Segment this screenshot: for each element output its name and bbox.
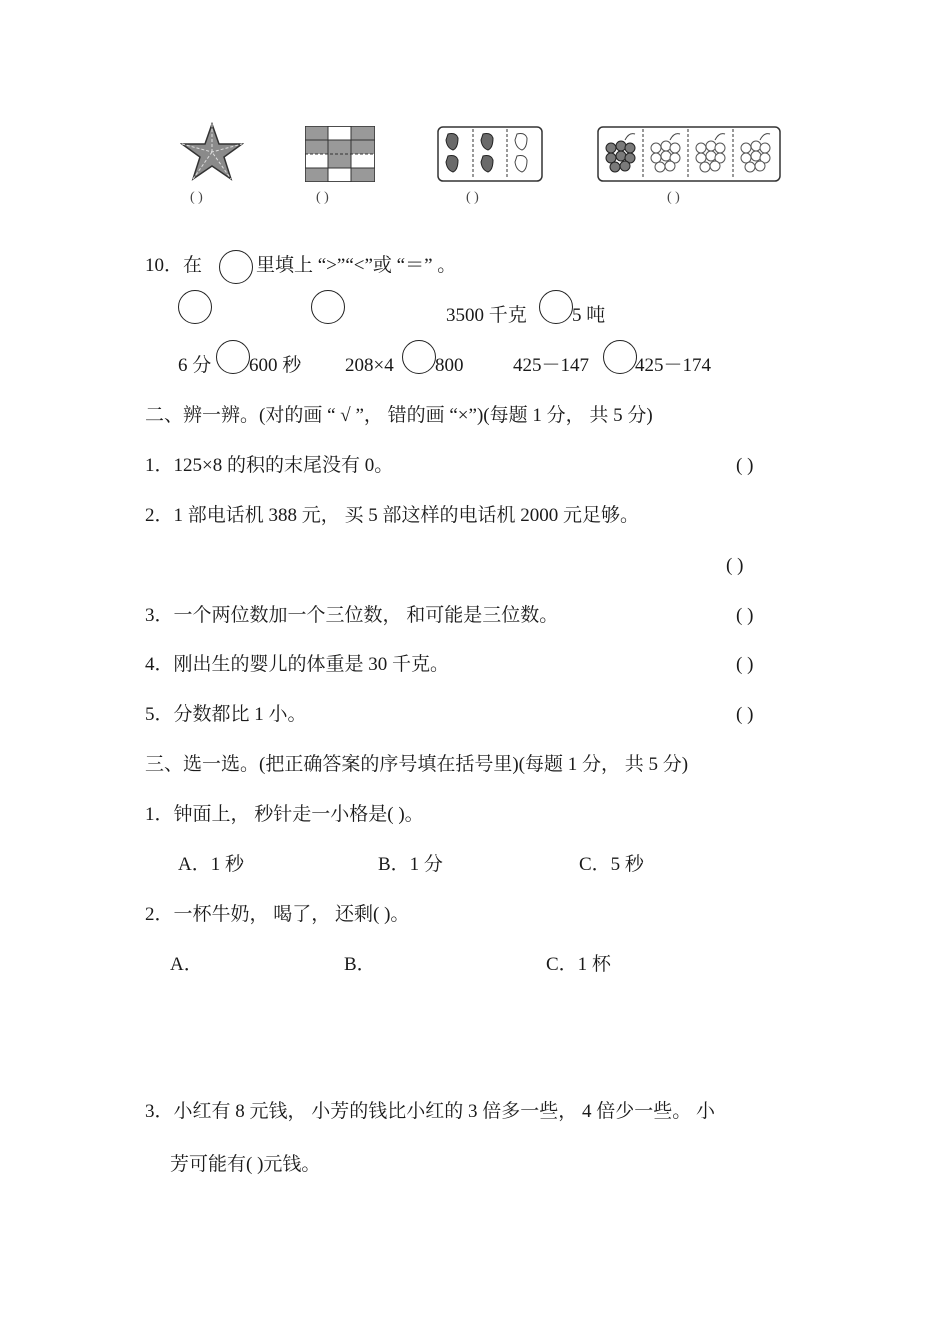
choice-question: 2．一杯牛奶， 喝了， 还剩( )。 — [145, 904, 410, 925]
judge-item: 2．1 部电话机 388 元， 买 5 部这样的电话机 2000 元足够。 — [145, 505, 640, 526]
judge-answer-paren[interactable]: ( ) — [726, 555, 744, 576]
q10-row2b-left: 208×4 — [345, 355, 394, 376]
q10-row2a-left: 6 分 — [178, 355, 212, 376]
q10-row2c-left: 425－147 — [513, 355, 590, 376]
judge-answer-paren[interactable]: ( ) — [736, 654, 754, 675]
judge-answer-paren[interactable]: ( ) — [736, 455, 754, 476]
q10-row1-left: 3500 千克 — [446, 305, 527, 326]
compare-circle-blank[interactable] — [603, 340, 637, 374]
compare-circle-blank[interactable] — [539, 290, 573, 324]
choice-option-b[interactable]: B． — [344, 954, 376, 975]
judge-item: 3．一个两位数加一个三位数， 和可能是三位数。 — [145, 605, 559, 626]
q10-row2c-right: 425－174 — [635, 355, 712, 376]
figure-answer-paren[interactable]: ( ) — [190, 190, 203, 205]
compare-circle-blank[interactable] — [178, 290, 212, 324]
choice-option-c[interactable]: C．5 秒 — [579, 854, 644, 875]
q10-row1-right: 5 吨 — [572, 305, 606, 326]
star-figure — [180, 122, 244, 187]
figure-answer-paren[interactable]: ( ) — [466, 190, 479, 205]
judge-answer-paren[interactable]: ( ) — [736, 704, 754, 725]
compare-circle-blank[interactable] — [402, 340, 436, 374]
section3-title: 三、选一选。(把正确答案的序号填在括号里)(每题 1 分， 共 5 分) — [145, 754, 689, 775]
figure-answer-paren[interactable]: ( ) — [667, 190, 680, 205]
judge-item: 1．125×8 的积的末尾没有 0。 — [145, 455, 394, 476]
figure-answer-paren[interactable]: ( ) — [316, 190, 329, 205]
choice-question: 3．小红有 8 元钱， 小芳的钱比小红的 3 倍多一些， 4 倍少一些。 小 — [145, 1101, 716, 1122]
judge-item: 4．刚出生的婴儿的体重是 30 千克。 — [145, 654, 450, 675]
compare-circle-blank[interactable] — [216, 340, 250, 374]
compare-circle-icon — [219, 250, 253, 284]
compare-circle-blank[interactable] — [311, 290, 345, 324]
choice-option-a[interactable]: A． — [170, 954, 203, 975]
choice-option-a[interactable]: A．1 秒 — [178, 854, 244, 875]
choice-option-c[interactable]: C．1 杯 — [546, 954, 611, 975]
judge-item: 5．分数都比 1 小。 — [145, 704, 307, 725]
grapes-figure — [597, 126, 781, 187]
q10-row2b-right: 800 — [435, 355, 464, 376]
q10-row2a-right: 600 秒 — [249, 355, 302, 376]
grid-figure — [305, 126, 375, 187]
choice-question: 1．钟面上， 秒针走一小格是( )。 — [145, 804, 424, 825]
section2-title: 二、辨一辨。(对的画 “ √ ”， 错的画 “×”)(每题 1 分， 共 5 分) — [145, 405, 653, 426]
choice-option-b[interactable]: B．1 分 — [378, 854, 443, 875]
judge-answer-paren[interactable]: ( ) — [736, 605, 754, 626]
q10-prefix: 10．在 — [145, 255, 203, 276]
strawberry-figure — [437, 126, 543, 187]
choice-question-cont: 芳可能有( )元钱。 — [170, 1154, 321, 1175]
q10-instruction: 里填上 “>”“<”或 “＝” 。 — [256, 255, 457, 276]
